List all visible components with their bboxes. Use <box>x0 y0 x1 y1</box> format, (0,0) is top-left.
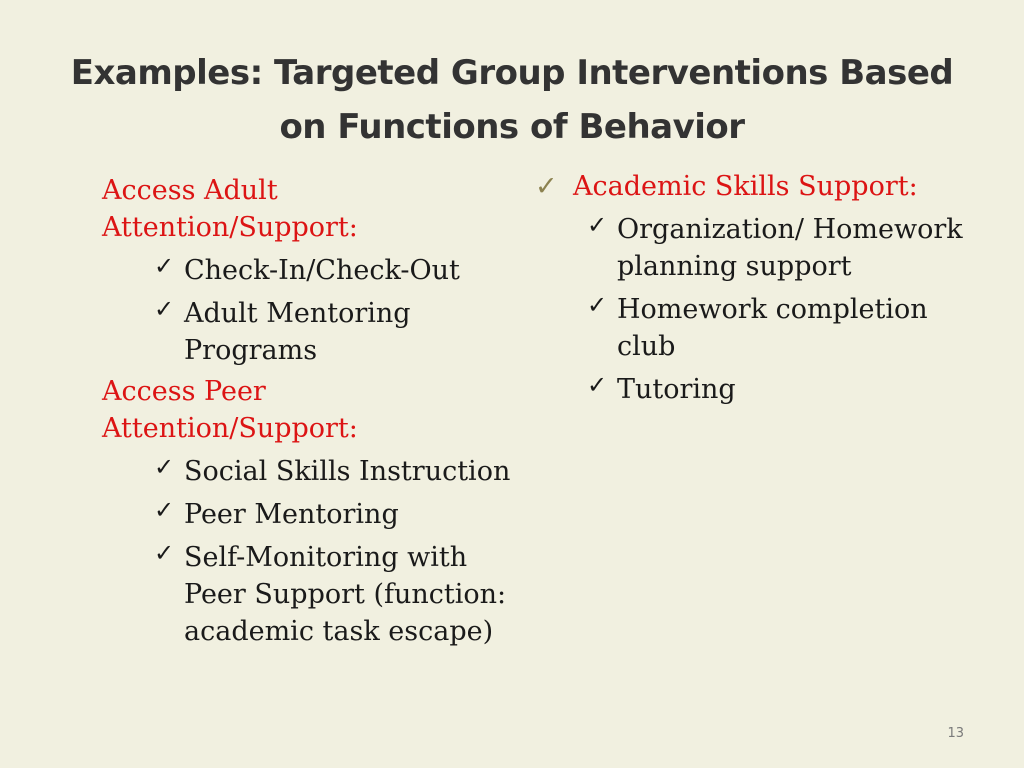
group-heading: Access Adult Attention/Support: <box>102 175 358 243</box>
checkmark-icon: ✓ <box>154 252 175 280</box>
checkmark-icon: ✓ <box>535 171 558 202</box>
left-group-adult <box>102 172 522 369</box>
slide-title-line-1: Examples: Targeted Group Interventions Based <box>70 53 954 93</box>
checkmark-icon: ✓ <box>587 211 608 239</box>
list-item-text: Organization/ Homework planning support <box>617 214 963 282</box>
left-group-peer <box>102 373 522 650</box>
group-heading: Academic Skills Support: <box>573 171 918 202</box>
slide-title <box>40 46 984 154</box>
list-item-text: Social Skills Instruction <box>184 456 511 487</box>
list-item <box>154 539 522 650</box>
list-item-text: Self-Monitoring with Peer Support (function: academic task escape) <box>184 542 507 647</box>
group-items <box>154 453 522 650</box>
right-heading-row <box>535 168 975 205</box>
list-item <box>587 291 975 365</box>
list-item-text: Adult Mentoring Programs <box>184 298 411 366</box>
list-item <box>587 211 975 285</box>
checkmark-icon: ✓ <box>154 453 175 481</box>
checkmark-icon: ✓ <box>154 496 175 524</box>
group-items <box>154 252 522 369</box>
group-items <box>587 211 975 408</box>
list-item <box>154 496 522 533</box>
checkmark-icon: ✓ <box>587 371 608 399</box>
group-heading: Access Peer Attention/Support: <box>102 376 358 444</box>
list-item <box>587 371 975 408</box>
list-item <box>154 252 522 289</box>
list-item-text: Peer Mentoring <box>184 499 399 530</box>
list-item <box>154 453 522 490</box>
slide-title-line-2: on Functions of Behavior <box>279 107 745 147</box>
right-column <box>535 168 975 408</box>
page-number: 13 <box>947 726 964 741</box>
checkmark-icon: ✓ <box>587 291 608 319</box>
left-column <box>102 172 522 654</box>
list-item <box>154 295 522 369</box>
checkmark-icon: ✓ <box>154 295 175 323</box>
list-item-text: Homework completion club <box>617 294 928 362</box>
list-item-text: Tutoring <box>617 374 736 405</box>
list-item-text: Check-In/Check-Out <box>184 255 460 286</box>
checkmark-icon: ✓ <box>154 539 175 567</box>
